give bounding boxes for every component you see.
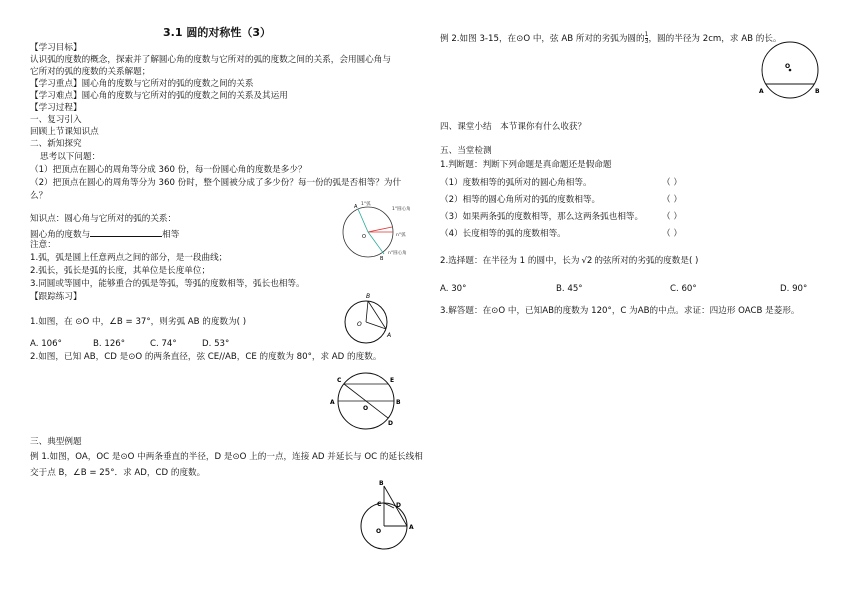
judge-heading: 1.判断题：判断下列命题是真命题还是假命题: [440, 160, 612, 170]
solve-question: 3.解答题：在⊙O 中，已知AB的度数为 120°，C 为AB的中点。求证：四边形 OACB 是菱形。: [440, 306, 800, 316]
goals-line-2: 它所对的弧的度数的关系解题；: [30, 67, 151, 77]
fig1-label-anglen: n°圆心角: [388, 251, 407, 256]
kp-text-a: 圆心角的度数与: [30, 230, 91, 240]
fig1-label-arc1: 1°弧: [361, 202, 371, 207]
goals-line-1: 认识弧的度数的概念，探索并了解圆心角的度数与它所对的弧的度数之间的关系，会用圆心角与: [30, 55, 391, 65]
practice-1-opt-d: D. 53°: [202, 339, 230, 349]
fig4-label-a: A: [409, 524, 414, 531]
fig3-label-d: D: [388, 420, 393, 427]
fraction-den: 3: [644, 38, 649, 45]
fig2-label-a: A: [387, 332, 392, 339]
figure-practice-2: [324, 370, 408, 432]
goals-heading: 【学习目标】: [30, 43, 82, 53]
figure-example-2: [756, 38, 824, 106]
section-3-heading: 三、典型例题: [30, 437, 82, 447]
figure-example-1: [352, 478, 424, 552]
judge-item-4: （4）长度相等的弧的度数相等。: [440, 229, 566, 239]
judge-item-3: （3）如果两条弧的度数相等，那么这两条弧也相等。: [440, 212, 644, 222]
choice-text: 2.选择题：在半径为 1 的圆中，长为: [440, 256, 580, 266]
practice-1-opt-c: C. 74°: [150, 339, 177, 349]
judge-item-1: （1）度数相等的弧所对的圆心角相等。: [440, 178, 592, 188]
choice-opt-a: A. 30°: [440, 284, 467, 294]
difficult-points: 【学习难点】圆心角的度数与它所对的弧的度数之间的关系及其运用: [30, 91, 288, 101]
figure-central-angle: [330, 196, 430, 262]
note-1: 1.弧，弧是圆上任意两点之间的部分，是一段曲线；: [30, 253, 228, 263]
fig1-label-o: O: [362, 234, 366, 240]
fig5-label-b: B: [815, 88, 820, 95]
question-1: （1）把顶点在圆心的周角等分成 360 份，每一份圆心角的度数是多少？: [30, 165, 307, 175]
kp-text-b: 相等: [162, 230, 180, 240]
fig1-label-angle1: 1°圆心角: [392, 207, 411, 212]
judge-paren-3: （ ）: [662, 212, 682, 222]
fig3-label-o: O: [363, 405, 369, 412]
choice-question: [440, 256, 698, 267]
judge-paren-2: （ ）: [662, 195, 682, 205]
judge-paren-1: （ ）: [662, 178, 682, 188]
section-5-heading: 五、当堂检测: [440, 146, 492, 156]
question-2: （2）把顶点在圆心的周角等分为 360 份时，整个圆被分成了多少份？每一份的弧是否相等？为什: [30, 178, 402, 188]
knowledge-point: 知识点：圆心角与它所对的弧的关系：: [30, 214, 177, 224]
fig3-label-c: C: [337, 377, 342, 384]
knowledge-point-fill: [30, 227, 179, 241]
practice-2: 2.如图，已知 AB，CD 是⊙O 的两条直径，弦 CE//AB，CE 的度数为 80°，求 AD 的度数。: [30, 352, 382, 362]
fraction-num: 1: [644, 31, 649, 38]
question-2-cont: 么？: [30, 191, 48, 201]
page-title: 3.1 圆的对称性（3）: [163, 26, 271, 39]
key-points: 【学习重点】圆心角的度数与它所对的弧的度数之间的关系: [30, 79, 254, 89]
figure-practice-1: [336, 290, 396, 348]
practice-1-opt-a: A. 106°: [30, 339, 62, 349]
example-2: [440, 32, 782, 45]
choice-opt-c: C. 60°: [670, 284, 697, 294]
fig3-label-e: E: [390, 377, 395, 384]
choice-opt-b: B. 45°: [556, 284, 583, 294]
fig5-label-a: A: [759, 88, 764, 95]
fig2-label-o: O: [357, 321, 362, 328]
judge-paren-4: （ ）: [662, 229, 682, 239]
kp-blank: [90, 227, 162, 237]
example-2-tail: ，圆的半径为 2cm，求 AB 的长。: [648, 34, 782, 44]
fig1-label-b: B: [380, 256, 384, 262]
practice-1-opt-b: B. 126°: [93, 339, 126, 349]
note-2: 2.弧长，弧长是弧的长度，其单位是长度单位；: [30, 266, 211, 276]
think-prompt: 思考以下问题：: [40, 152, 101, 162]
fig1-label-arcn: n°弧: [396, 233, 406, 238]
fig3-label-a: A: [330, 399, 335, 406]
fig4-label-d: D: [396, 502, 401, 509]
section-1-text: 回顾上节课知识点: [30, 127, 99, 137]
fig4-label-c: C: [377, 501, 382, 508]
fig4-label-o: O: [376, 528, 382, 535]
process-heading: 【学习过程】: [30, 103, 82, 113]
section-1-heading: 一、复习引入: [30, 115, 82, 125]
choice-tail: 的弦所对的劣弧的度数是( ): [594, 256, 699, 266]
choice-sqrt: √2: [581, 256, 593, 266]
fig2-label-b: B: [366, 293, 371, 300]
judge-item-2: （2）相等的圆心角所对的弧的度数相等。: [440, 195, 601, 205]
example-1-line-1: 例 1.如图，OA，OC 是⊙O 中两条垂直的半径，D 是⊙O 上的一点，连接 AD 并延长与 OC 的延长线相: [30, 452, 423, 462]
note-heading: 注意：: [30, 240, 56, 250]
practice-1: 1.如图，在 ⊙O 中，∠B = 37°，则劣弧 AB 的度数为( ): [30, 317, 247, 327]
choice-opt-d: D. 90°: [780, 284, 808, 294]
fig5-label-o: O: [785, 63, 791, 70]
fig3-label-b: B: [396, 399, 401, 406]
fig4-label-b: B: [379, 480, 384, 487]
section-4-heading: 四、课堂小结 本节课你有什么收获？: [440, 122, 587, 132]
example-1-line-2: 交于点 B，∠B = 25°．求 AD，CD 的度数。: [30, 468, 206, 478]
note-3: 3.同圆或等圆中，能够重合的弧是等弧，等弧的度数相等，弧长也相等。: [30, 279, 305, 289]
fig1-label-a: A: [354, 204, 358, 210]
track-heading: 【跟踪练习】: [30, 292, 82, 302]
section-2-heading: 二、新知探究: [30, 139, 82, 149]
example-2-text: 例 2.如图 3-15，在⊙O 中，弦 AB 所对的劣弧为圆的: [440, 34, 645, 44]
